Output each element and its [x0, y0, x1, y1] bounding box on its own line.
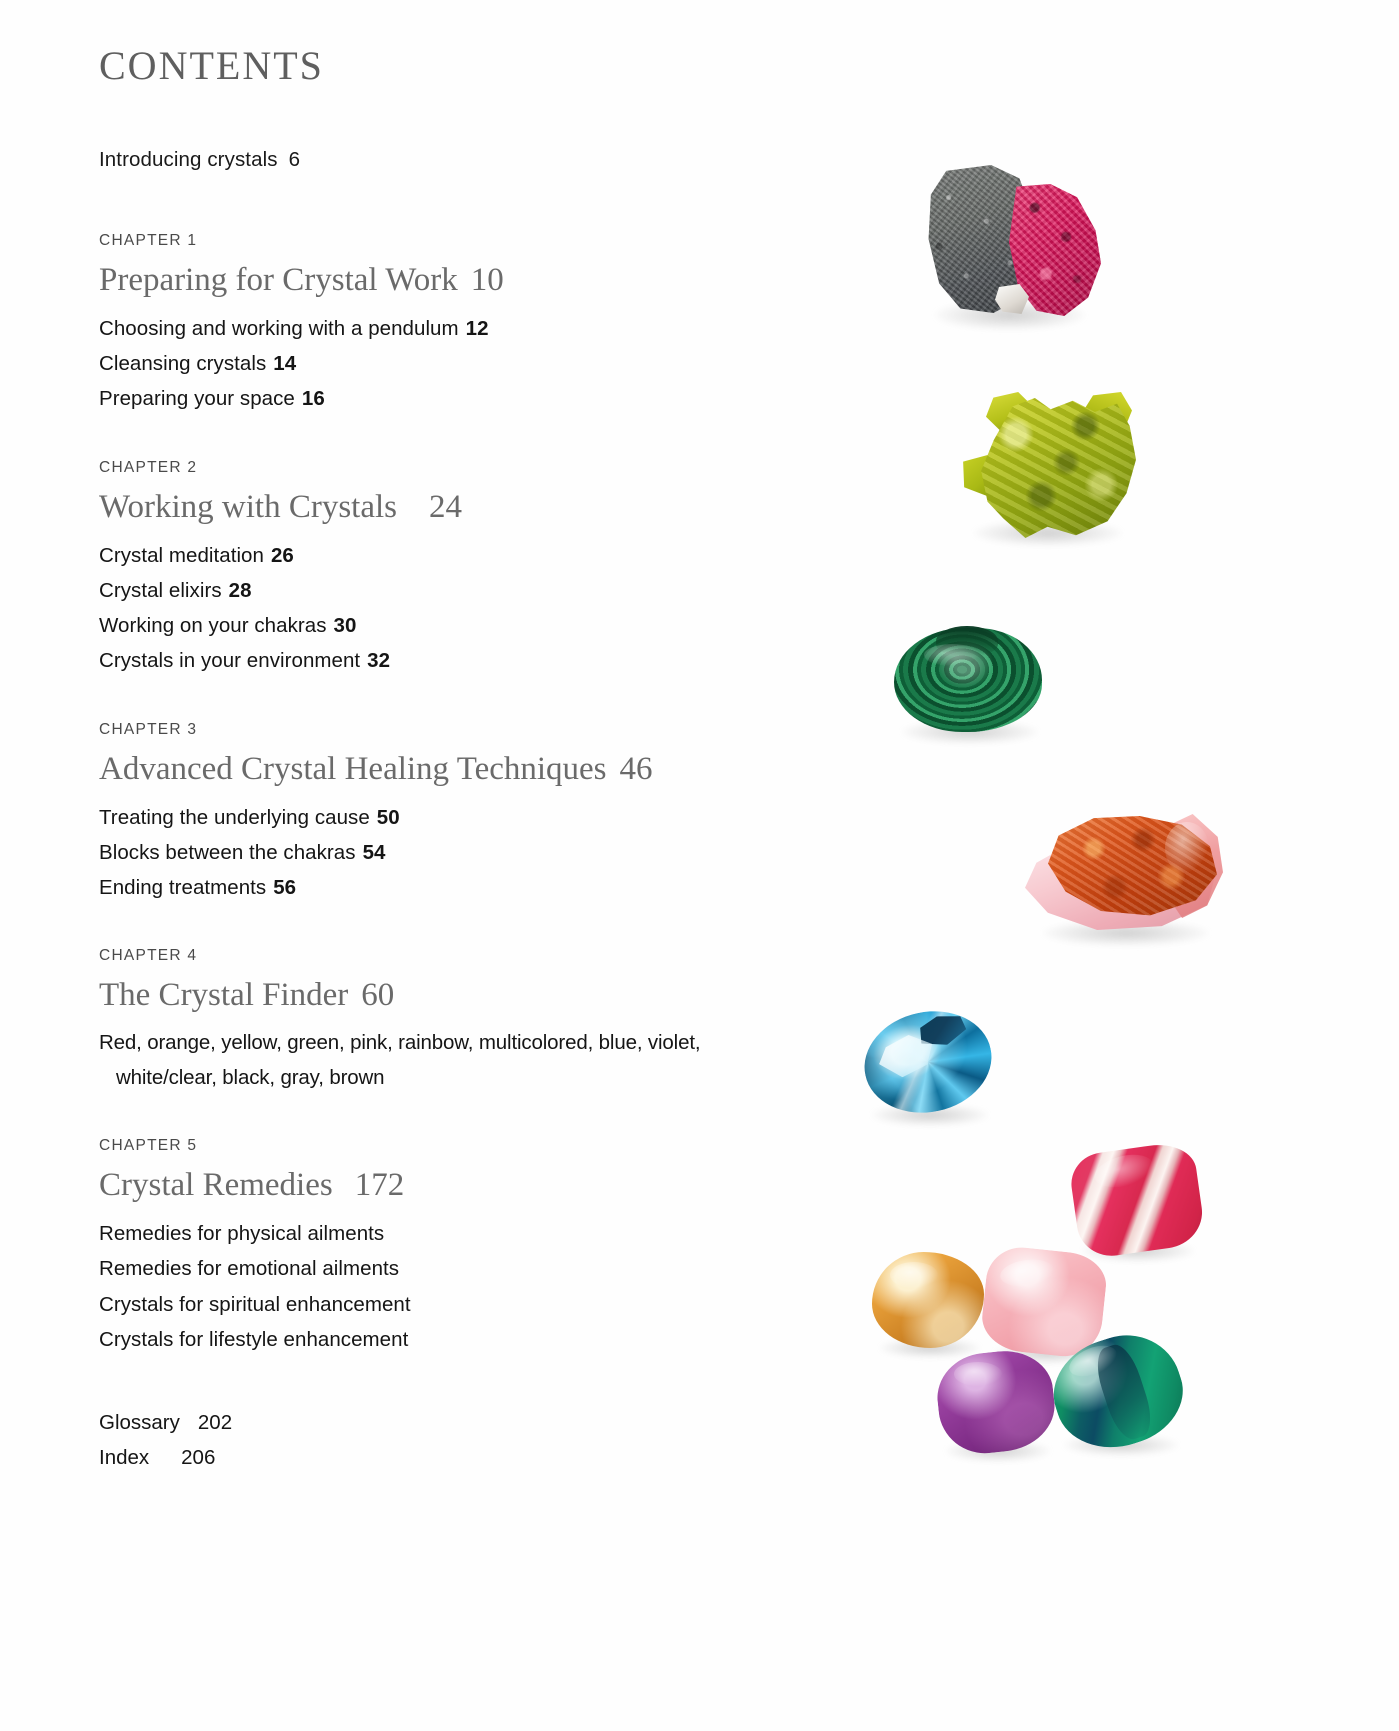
specular-highlight: [1165, 822, 1209, 874]
chapter-label-5: CHAPTER 5: [99, 1137, 198, 1155]
chapter-5-entries: [99, 1216, 799, 1357]
table-of-contents: [99, 43, 799, 1476]
chapter-title-text: Preparing for Crystal Work: [99, 262, 458, 298]
list-item[interactable]: [99, 643, 799, 678]
chapter-page-number: 60: [361, 977, 395, 1014]
chapter-4-description-line-1: Red, orange, yellow, green, pink, rainbow, multicolored, blue, violet,: [99, 1031, 701, 1055]
toc-entry-label: Index: [99, 1446, 150, 1470]
list-item[interactable]: [99, 608, 799, 643]
back-matter-spacer: [99, 1357, 799, 1405]
chapter-label-3: CHAPTER 3: [99, 720, 198, 738]
toc-entry-label: Choosing and working with a pendulum: [99, 316, 459, 340]
chapter-1-entries: [99, 311, 799, 417]
toc-entry-label: Crystal elixirs: [99, 578, 222, 602]
toc-entry-page-number: 6: [288, 148, 301, 171]
chapter-title-1[interactable]: [99, 262, 799, 299]
toc-entry-page-number: 30: [333, 614, 357, 638]
toc-entry-page-number: 12: [465, 316, 489, 340]
section-spacer: [99, 679, 799, 721]
list-item[interactable]: [99, 1322, 799, 1357]
chapter-label-4: CHAPTER 4: [99, 947, 198, 965]
toc-entry-label: Ending treatments: [99, 876, 267, 900]
chapter-block-5: [99, 1137, 799, 1357]
chapter-block-4: [99, 947, 799, 1095]
chapter-title-text: The Crystal Finder: [99, 977, 349, 1014]
chapter-page-number: 46: [619, 750, 653, 787]
chapter-page-number: 24: [429, 488, 462, 525]
chapter-title-text: Advanced Crystal Healing Techniques: [99, 750, 607, 787]
crystal-photo-column: [840, 0, 1399, 1731]
chapter-page-number: 10: [470, 262, 504, 298]
list-item[interactable]: [99, 1216, 799, 1251]
crystal-photo-blue-topaz-faceted: [860, 1012, 1000, 1130]
chapter-title-4[interactable]: [99, 977, 799, 1014]
section-spacer: [99, 905, 799, 947]
chapter-4-description-line-2: white/clear, black, gray, brown: [116, 1065, 385, 1089]
toc-entry-label: Crystals in your environment: [99, 649, 361, 673]
list-item[interactable]: [99, 381, 799, 416]
list-item[interactable]: [99, 800, 799, 835]
toc-entry-label: Remedies for physical ailments: [99, 1222, 385, 1246]
toc-entry-page-number: 32: [367, 649, 391, 673]
toc-entry-page-number: 28: [228, 578, 252, 602]
toc-entry-introducing-crystals[interactable]: [99, 148, 799, 172]
toc-entry-label: Crystal meditation: [99, 543, 264, 567]
list-item[interactable]: [99, 1287, 799, 1322]
list-item[interactable]: [99, 1251, 799, 1286]
section-spacer: [99, 417, 799, 459]
specular-highlight: [890, 1262, 938, 1288]
toc-entry-label: Working on your chakras: [99, 614, 327, 638]
toc-entry-label: Crystals for spiritual enhancement: [99, 1292, 411, 1316]
list-item[interactable]: [99, 538, 799, 573]
crystal-photo-fluorite-tumbled: [1052, 1338, 1190, 1460]
toc-entry-label: Introducing crystals: [99, 148, 278, 171]
toc-entry-page-number: 206: [181, 1446, 216, 1470]
topaz-faceted-body: [855, 1000, 1001, 1124]
toc-entry-label: Cleansing crystals: [99, 352, 267, 376]
list-item[interactable]: [99, 835, 799, 870]
toc-entry-label: Remedies for emotional ailments: [99, 1257, 400, 1281]
specular-highlight: [924, 644, 980, 666]
crystal-photo-amethyst-tumbled: [936, 1352, 1061, 1467]
chapter-block-3: [99, 721, 799, 906]
crystal-photo-malachite-tumbled: [890, 628, 1050, 748]
toc-entry-index[interactable]: [99, 1440, 799, 1475]
toc-entry-page-number: 202: [197, 1411, 233, 1435]
toc-entry-page-number: 14: [273, 352, 297, 376]
crystal-photo-citrine-tumbled: [870, 1252, 990, 1362]
back-matter: [99, 1405, 799, 1476]
chapter-label-2: CHAPTER 2: [99, 458, 198, 476]
specular-highlight: [954, 1362, 1002, 1386]
chapter-title-5[interactable]: [99, 1167, 799, 1204]
toc-entry-label: Preparing your space: [99, 387, 295, 411]
chapter-3-entries: [99, 800, 799, 906]
list-item[interactable]: [99, 573, 799, 608]
list-item[interactable]: [99, 870, 799, 905]
crystal-photo-rhodochrosite-banded: [1072, 1148, 1207, 1266]
chapter-title-3[interactable]: [99, 751, 799, 788]
chapter-page-number: 172: [354, 1167, 405, 1204]
toc-entry-label: Glossary: [99, 1411, 180, 1435]
chapter-label-1: CHAPTER 1: [99, 232, 198, 249]
toc-entry-label: Treating the underlying cause: [99, 805, 370, 829]
toc-entry-page-number: 54: [362, 840, 386, 864]
amethyst-body: [933, 1346, 1059, 1458]
page-title: CONTENTS: [99, 43, 324, 88]
list-item[interactable]: [99, 346, 799, 381]
section-spacer: [99, 1095, 799, 1137]
toc-entry-page-number: 56: [273, 876, 297, 900]
crystal-photo-vanadinite-on-pink-base: [1025, 810, 1225, 950]
chapter-block-2: [99, 459, 799, 679]
chapter-2-entries: [99, 538, 799, 679]
toc-entry-page-number: 26: [270, 543, 294, 567]
chapter-block-1: [99, 232, 799, 417]
chapter-title-text: Working with Crystals: [99, 488, 397, 525]
toc-entry-page-number: 16: [301, 387, 325, 411]
chapter-title-2[interactable]: [99, 489, 799, 526]
toc-entry-label: Blocks between the chakras: [99, 840, 356, 864]
toc-entry-label: Crystals for lifestyle enhancement: [99, 1327, 409, 1351]
crystal-photo-cobaltoan-calcite-on-matrix: [925, 160, 1100, 335]
list-item[interactable]: [99, 311, 799, 346]
toc-entry-glossary[interactable]: [99, 1405, 799, 1440]
chapter-title-text: Crystal Remedies: [99, 1167, 333, 1204]
crystal-photo-epidote-cluster: [960, 392, 1138, 554]
toc-entry-page-number: 50: [376, 805, 400, 829]
